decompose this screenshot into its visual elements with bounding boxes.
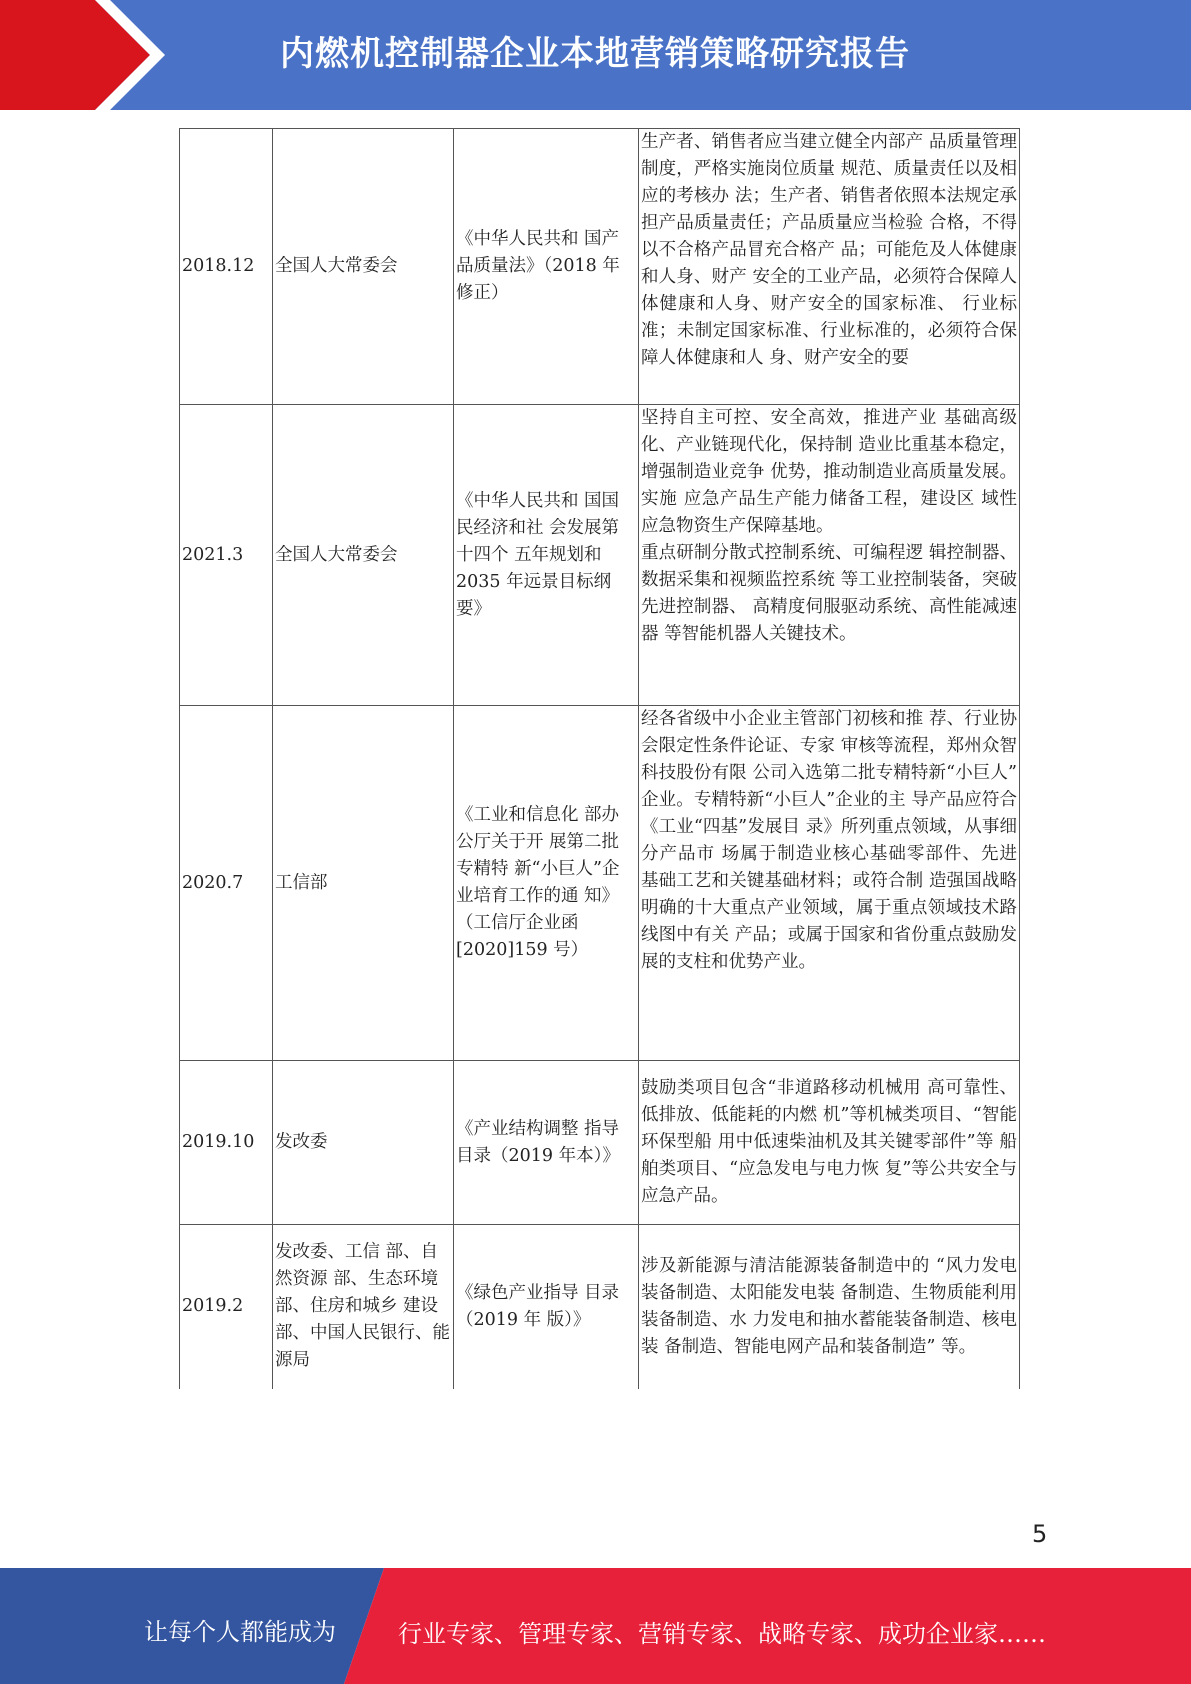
table-row	[180, 1061, 1020, 1225]
page-number: 5	[1032, 1520, 1048, 1548]
table-row	[180, 405, 1020, 706]
date-cell: 2020.7	[180, 706, 273, 1061]
content-cell: 鼓励类项目包含“非道路移动机械用 高可靠性、低排放、低能耗的内燃 机”等机械类项目、“智能环保型船 用中低速柴油机及其关键零部件”等 船舶类项目、“应急发电与电力恢 复”等公共安全与应急产品。	[639, 1061, 1020, 1225]
page-footer	[0, 1568, 1191, 1684]
document-cell: 《工业和信息化 部办公厅关于开 展第二批专精特 新“小巨人”企 业培育工作的通 知》（工信厅企业函[2020]159 号）	[454, 706, 639, 1061]
content-cell: 生产者、销售者应当建立健全内部产 品质量管理制度，严格实施岗位质量 规范、质量责任以及相应的考核办 法；生产者、销售者依照本法规定承 担产品质量责任；产品质量应当检验 合格，不得以不合格产品冒充合格产 品；可能危及人体健康和人身、财产 安全的工业产品，必须符合保障人体健康和人身、财产安全的国家标准、 行业标准；未制定国家标准、行业标准的，必须符合保障人体健康和人 身、财产安全的要	[639, 129, 1020, 405]
date-cell: 2018.12	[180, 129, 273, 405]
issuer-cell: 发改委	[273, 1061, 454, 1225]
page-header	[0, 0, 1191, 110]
table-row	[180, 129, 1020, 405]
table-row	[180, 1225, 1020, 1389]
footer-slogan-right: 行业专家、管理专家、营销专家、战略专家、成功企业家……	[398, 1620, 1046, 1648]
document-cell: 《中华人民共和 国国民经济和社 会发展第十四个 五年规划和 2035 年远景目标纲 要》	[454, 405, 639, 706]
content-cell: 涉及新能源与清洁能源装备制造中的 “风力发电装备制造、太阳能发电装 备制造、生物质能利用装备制造、水 力发电和抽水蓄能装备制造、核电装 备制造、智能电网产品和装备制造” 等。	[639, 1225, 1020, 1389]
issuer-cell: 全国人大常委会	[273, 129, 454, 405]
content-paragraph: 坚持自主可控、安全高效，推进产业 基础高级化、产业链现代化，保持制 造业比重基本稳定，增强制造业竞争 优势，推动制造业高质量发展。实施 应急产品生产能力储备工程，建设区 域性应急物资生产保障基地。	[641, 408, 1017, 536]
footer-slogan-left: 让每个人都能成为	[144, 1618, 336, 1646]
content-cell: 经各省级中小企业主管部门初核和推 荐、行业协会限定性条件论证、专家 审核等流程，郑州众智科技股份有限 公司入选第二批专精特新“小巨人” 企业。专精特新“小巨人”企业的主 导产品应符合《工业“四基”发展目 录》所列重点领域，从事细分产品市 场属于制造业核心基础零部件、先进 基础工艺和关键基础材料；或符合制 造强国战略明确的十大重点产业领域，属于重点领域技术路线图中有关 产品；或属于国家和省份重点鼓励发 展的支柱和优势产业。	[639, 706, 1020, 1061]
content-paragraph: 重点研制分散式控制系统、可编程逻 辑控制器、数据采集和视频监控系统 等工业控制装备，突破先进控制器、 高精度伺服驱动系统、高性能减速器 等智能机器人关键技术。	[641, 543, 1017, 644]
date-cell: 2021.3	[180, 405, 273, 706]
issuer-cell: 全国人大常委会	[273, 405, 454, 706]
document-cell: 《中华人民共和 国产品质量法》（2018 年修正）	[454, 129, 639, 405]
policy-table	[179, 128, 1020, 1389]
document-cell: 《产业结构调整 指导目录（2019 年本）》	[454, 1061, 639, 1225]
date-cell: 2019.2	[180, 1225, 273, 1389]
issuer-cell: 工信部	[273, 706, 454, 1061]
table-row	[180, 706, 1020, 1061]
issuer-cell: 发改委、工信 部、自然资源 部、生态环境 部、住房和城乡 建设部、中国人民银行、能源局	[273, 1225, 454, 1389]
document-cell: 《绿色产业指导 目录（2019 年 版）》	[454, 1225, 639, 1389]
content-cell	[639, 405, 1020, 706]
date-cell: 2019.10	[180, 1061, 273, 1225]
report-title: 内燃机控制器企业本地营销策略研究报告	[280, 34, 910, 74]
